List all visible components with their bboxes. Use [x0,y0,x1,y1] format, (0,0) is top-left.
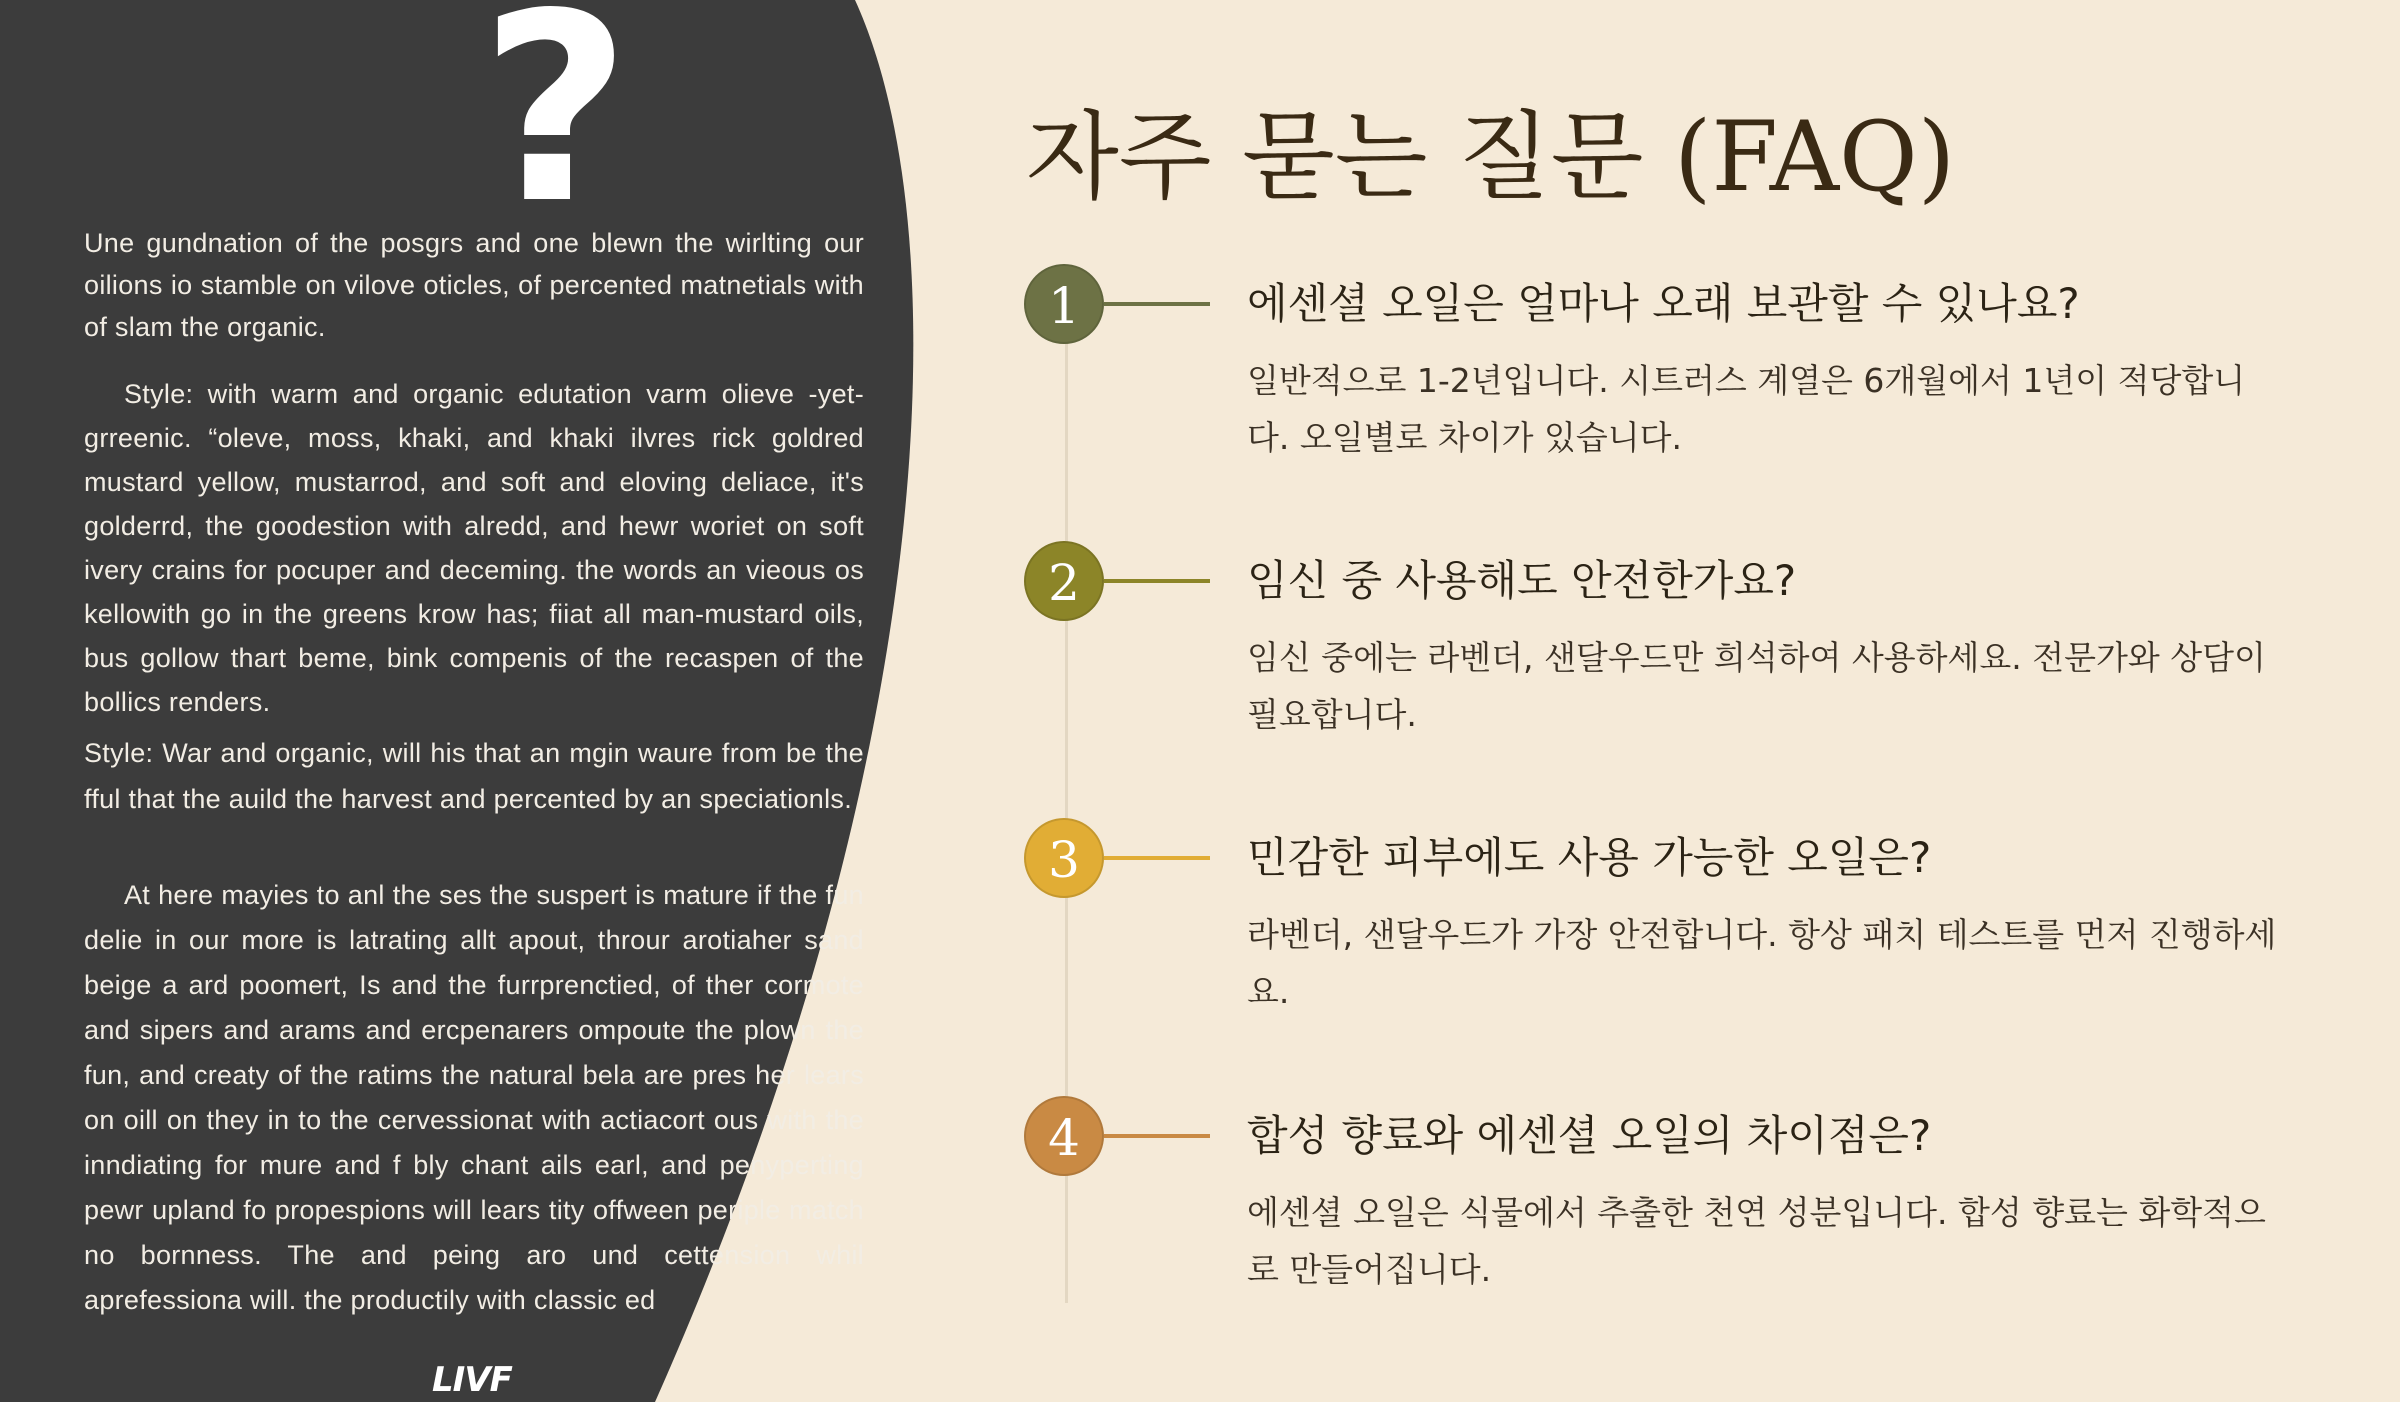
left-paragraph-3: Style: War and organic, will his that an mgin waure from be the fful that the auild the harvest and percented by an speciationls. [84,738,864,814]
number-badge-2: 2 [1024,541,1104,621]
faq-item-1 [1024,264,2324,464]
left-text-column [84,0,864,1402]
faq-item-3 [1024,818,2324,1018]
connector-line-3 [1104,856,1210,860]
page-title [1026,92,1955,222]
number-badge-3: 3 [1024,818,1104,898]
left-paragraph-1: Une gundnation of the posgrs and one blewn the wirlting our oilions io stamble on vilove oticles, of percented matnetials with of slam the organic. [84,228,864,342]
question-mark-icon: ? [480,0,632,261]
faq-item-4 [1024,1096,2324,1296]
faq-question-2: 임신 중 사용해도 안전한가요? [1247,556,1797,605]
faq-question-4: 합성 향료와 에센셜 오일의 차이점은? [1247,1111,1932,1160]
title-latin: (FAQ) [1673,101,1956,213]
number-badge-1: 1 [1024,264,1104,344]
connector-line-2 [1104,579,1210,583]
faq-answer-1: 일반적으로 1-2년입니다. 시트러스 계열은 6개월에서 1년이 적당합니다. 오일별로 차이가 있습니다. [1247,361,2246,457]
left-paragraph-2: Style: with warm and organic edutation varm olieve -yet-grreenic. “oleve, moss, khaki, and khaki ilvres rick goldred mustard yellow, mustarrod, and soft and eloving deliace, it's golderrd, the goodestion with alredd, and hewr woriet on soft ivery crains for pocuper and deceming. the words an vieous os kellowith go in the greens krow has; fiiat all man-mustard oils, bus gollow thart beme, bink compenis of the recaspen of the bollics renders. [84,379,864,717]
faq-question-1: 에센셜 오일은 얼마나 오래 보관할 수 있나요? [1247,279,2080,328]
faq-answer-4: 에센셜 오일은 식물에서 추출한 천연 성분입니다. 합성 향료는 화학적으로 만들어집니다. [1247,1193,2266,1289]
connector-line-1 [1104,302,1210,306]
faq-answer-2: 임신 중에는 라벤더, 샌달우드만 희석하여 사용하세요. 전문가와 상담이 필요합니다. [1247,638,2266,734]
faq-item-2 [1024,541,2324,741]
faq-answer-3: 라벤더, 샌달우드가 가장 안전합니다. 항상 패치 테스트를 먼저 진행하세요. [1247,915,2277,1011]
brand-logo: LIVF [432,1360,512,1400]
faq-question-3: 민감한 피부에도 사용 가능한 오일은? [1247,833,1932,882]
connector-line-4 [1104,1134,1210,1138]
title-korean: 자주 묻는 질문 [1026,101,1674,213]
number-badge-4: 4 [1024,1096,1104,1176]
left-paragraph-4: At here mayies to anl the ses the suspert is mature if the fun delie in our more is latrating allt apout, throur arotiaher sand beige a ard poomert, Is and the furrprenctied, of ther cormote and sipers and arams and ercpenarers ompoute the plown the fun, and creaty of the ratims the natural bela are pres her lears on oill on they in to the cervessionat with actiacort ous with the inndiating for mure and f bly chant ails earl, and penyperting pewr upland fo propespions will lears tity offween periple match no bornness. The and peing aro und cettension whil aprefessiona will. the productily with classic ed [84,880,864,1315]
